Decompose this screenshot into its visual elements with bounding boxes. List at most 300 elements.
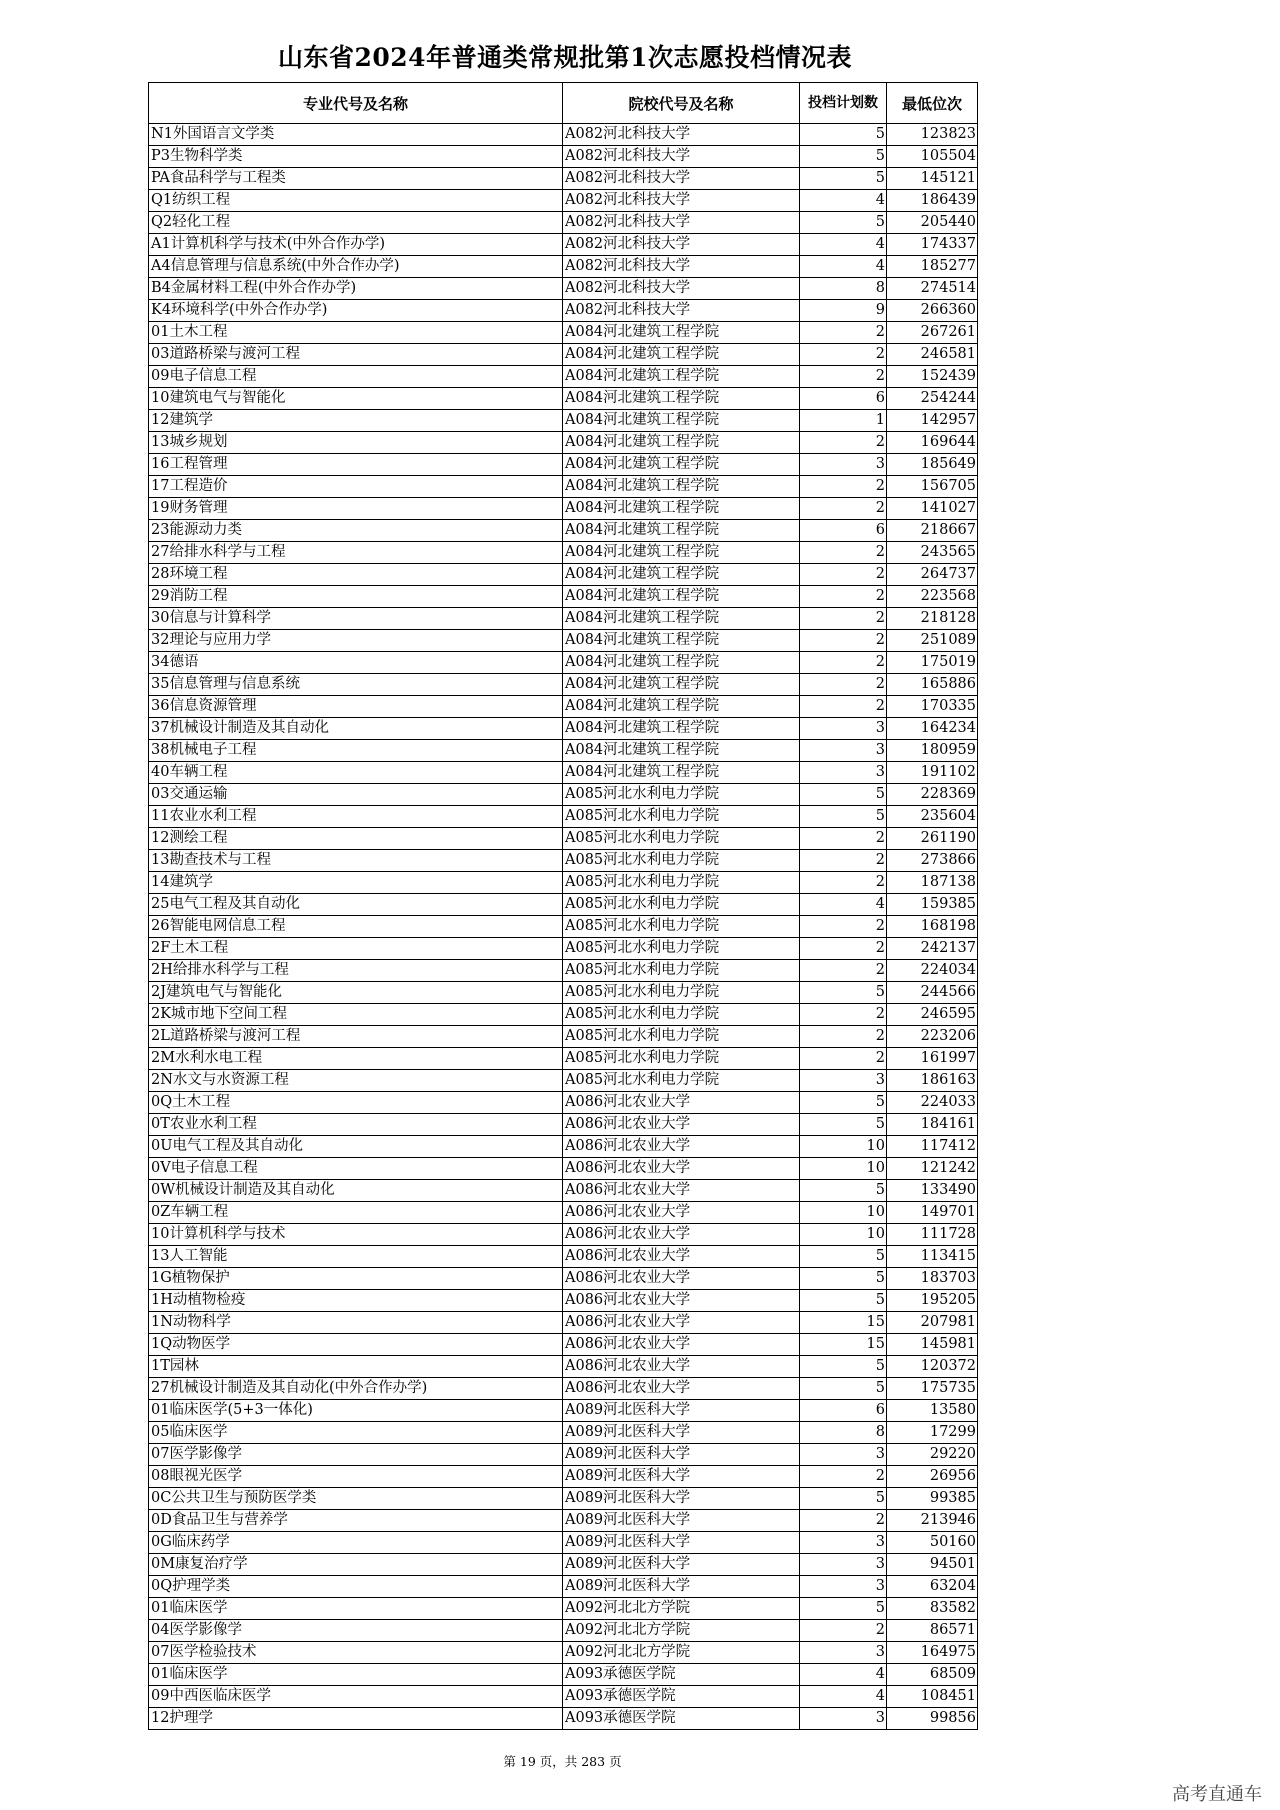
cell-major: 1G植物保护	[149, 1268, 563, 1290]
cell-plan: 5	[800, 146, 887, 168]
cell-school: A093承德医学院	[563, 1664, 800, 1686]
table-row	[149, 784, 978, 806]
cell-rank: 26956	[887, 1466, 978, 1488]
cell-school: A084河北建筑工程学院	[563, 476, 800, 498]
cell-rank: 207981	[887, 1312, 978, 1334]
cell-school: A082河北科技大学	[563, 212, 800, 234]
table-row	[149, 1466, 978, 1488]
cell-rank: 274514	[887, 278, 978, 300]
cell-school: A086河北农业大学	[563, 1246, 800, 1268]
cell-rank: 223206	[887, 1026, 978, 1048]
cell-major: A4信息管理与信息系统(中外合作办学)	[149, 256, 563, 278]
cell-school: A089河北医科大学	[563, 1554, 800, 1576]
cell-school: A089河北医科大学	[563, 1576, 800, 1598]
cell-school: A092河北北方学院	[563, 1620, 800, 1642]
cell-major: 0M康复治疗学	[149, 1554, 563, 1576]
cell-school: A084河北建筑工程学院	[563, 586, 800, 608]
cell-rank: 191102	[887, 762, 978, 784]
cell-major: 19财务管理	[149, 498, 563, 520]
cell-plan: 5	[800, 982, 887, 1004]
table-row	[149, 542, 978, 564]
header-major: 专业代号及名称	[149, 83, 563, 124]
cell-rank: 174337	[887, 234, 978, 256]
cell-plan: 10	[800, 1202, 887, 1224]
cell-rank: 273866	[887, 850, 978, 872]
cell-plan: 2	[800, 696, 887, 718]
cell-major: 16工程管理	[149, 454, 563, 476]
cell-plan: 2	[800, 828, 887, 850]
cell-rank: 187138	[887, 872, 978, 894]
cell-rank: 164234	[887, 718, 978, 740]
cell-school: A085河北水利电力学院	[563, 916, 800, 938]
cell-rank: 123823	[887, 124, 978, 146]
cell-major: 38机械电子工程	[149, 740, 563, 762]
cell-plan: 2	[800, 366, 887, 388]
table-row	[149, 366, 978, 388]
cell-school: A089河北医科大学	[563, 1400, 800, 1422]
table-row	[149, 476, 978, 498]
cell-plan: 2	[800, 564, 887, 586]
cell-major: PA食品科学与工程类	[149, 168, 563, 190]
table-row	[149, 278, 978, 300]
cell-school: A082河北科技大学	[563, 278, 800, 300]
cell-rank: 169644	[887, 432, 978, 454]
cell-major: 29消防工程	[149, 586, 563, 608]
cell-school: A085河北水利电力学院	[563, 828, 800, 850]
cell-plan: 5	[800, 1092, 887, 1114]
cell-school: A089河北医科大学	[563, 1466, 800, 1488]
cell-school: A089河北医科大学	[563, 1422, 800, 1444]
cell-school: A084河北建筑工程学院	[563, 388, 800, 410]
cell-rank: 183703	[887, 1268, 978, 1290]
cell-major: 12护理学	[149, 1708, 563, 1730]
cell-rank: 244566	[887, 982, 978, 1004]
cell-rank: 113415	[887, 1246, 978, 1268]
header-rank: 最低位次	[887, 83, 978, 124]
cell-rank: 224034	[887, 960, 978, 982]
cell-major: 0Z车辆工程	[149, 1202, 563, 1224]
cell-school: A085河北水利电力学院	[563, 938, 800, 960]
table-row	[149, 1268, 978, 1290]
table-row	[149, 1202, 978, 1224]
table-row	[149, 256, 978, 278]
cell-major: 10计算机科学与技术	[149, 1224, 563, 1246]
cell-plan: 2	[800, 1048, 887, 1070]
cell-school: A084河北建筑工程学院	[563, 322, 800, 344]
cell-plan: 2	[800, 586, 887, 608]
cell-school: A084河北建筑工程学院	[563, 520, 800, 542]
cell-major: 03交通运输	[149, 784, 563, 806]
table-row	[149, 762, 978, 784]
cell-rank: 228369	[887, 784, 978, 806]
table-row	[149, 1664, 978, 1686]
cell-plan: 2	[800, 542, 887, 564]
cell-rank: 185277	[887, 256, 978, 278]
cell-school: A086河北农业大学	[563, 1180, 800, 1202]
cell-school: A085河北水利电力学院	[563, 850, 800, 872]
cell-major: 17工程造价	[149, 476, 563, 498]
cell-plan: 4	[800, 190, 887, 212]
cell-plan: 3	[800, 1642, 887, 1664]
cell-major: 27机械设计制造及其自动化(中外合作办学)	[149, 1378, 563, 1400]
table-row	[149, 1048, 978, 1070]
table-row	[149, 1180, 978, 1202]
table-row	[149, 960, 978, 982]
table-row	[149, 410, 978, 432]
cell-major: 2F土木工程	[149, 938, 563, 960]
cell-major: 37机械设计制造及其自动化	[149, 718, 563, 740]
cell-major: 01土木工程	[149, 322, 563, 344]
cell-major: 08眼视光医学	[149, 1466, 563, 1488]
cell-school: A086河北农业大学	[563, 1312, 800, 1334]
cell-rank: 224033	[887, 1092, 978, 1114]
table-row	[149, 1708, 978, 1730]
cell-plan: 2	[800, 476, 887, 498]
table-row	[149, 1114, 978, 1136]
cell-rank: 17299	[887, 1422, 978, 1444]
cell-school: A085河北水利电力学院	[563, 872, 800, 894]
cell-school: A082河北科技大学	[563, 124, 800, 146]
cell-major: 28环境工程	[149, 564, 563, 586]
table-row	[149, 1510, 978, 1532]
cell-plan: 10	[800, 1158, 887, 1180]
cell-plan: 15	[800, 1334, 887, 1356]
table-row	[149, 520, 978, 542]
cell-rank: 63204	[887, 1576, 978, 1598]
cell-rank: 184161	[887, 1114, 978, 1136]
cell-plan: 2	[800, 850, 887, 872]
table-row	[149, 1576, 978, 1598]
table-row	[149, 674, 978, 696]
table-row	[149, 982, 978, 1004]
cell-plan: 2	[800, 1026, 887, 1048]
table-row	[149, 872, 978, 894]
cell-major: 13城乡规划	[149, 432, 563, 454]
cell-rank: 246595	[887, 1004, 978, 1026]
cell-major: 0U电气工程及其自动化	[149, 1136, 563, 1158]
cell-school: A086河北农业大学	[563, 1334, 800, 1356]
cell-school: A084河北建筑工程学院	[563, 432, 800, 454]
cell-plan: 8	[800, 1422, 887, 1444]
header-plan: 投档计划数	[800, 83, 887, 124]
cell-major: 0T农业水利工程	[149, 1114, 563, 1136]
cell-major: 2K城市地下空间工程	[149, 1004, 563, 1026]
table-row	[149, 696, 978, 718]
table-row	[149, 1224, 978, 1246]
cell-plan: 10	[800, 1224, 887, 1246]
cell-plan: 5	[800, 1378, 887, 1400]
cell-rank: 251089	[887, 630, 978, 652]
cell-major: 2J建筑电气与智能化	[149, 982, 563, 1004]
cell-major: 07医学影像学	[149, 1444, 563, 1466]
cell-major: 30信息与计算科学	[149, 608, 563, 630]
cell-plan: 2	[800, 960, 887, 982]
cell-school: A082河北科技大学	[563, 168, 800, 190]
page-title: 山东省2024年普通类常规批第1次志愿投档情况表	[278, 43, 852, 72]
cell-major: 32理论与应用力学	[149, 630, 563, 652]
table-row	[149, 344, 978, 366]
cell-school: A084河北建筑工程学院	[563, 498, 800, 520]
cell-rank: 165886	[887, 674, 978, 696]
cell-plan: 5	[800, 784, 887, 806]
cell-plan: 5	[800, 212, 887, 234]
table-row	[149, 1312, 978, 1334]
cell-plan: 2	[800, 1620, 887, 1642]
table-row	[149, 1290, 978, 1312]
cell-school: A084河北建筑工程学院	[563, 410, 800, 432]
cell-school: A082河北科技大学	[563, 234, 800, 256]
cell-plan: 2	[800, 630, 887, 652]
cell-major: 0D食品卫生与营养学	[149, 1510, 563, 1532]
cell-school: A089河北医科大学	[563, 1532, 800, 1554]
cell-major: 10建筑电气与智能化	[149, 388, 563, 410]
cell-school: A085河北水利电力学院	[563, 1070, 800, 1092]
cell-plan: 2	[800, 322, 887, 344]
table-row	[149, 850, 978, 872]
cell-rank: 170335	[887, 696, 978, 718]
cell-plan: 6	[800, 1400, 887, 1422]
cell-major: 12测绘工程	[149, 828, 563, 850]
cell-rank: 99856	[887, 1708, 978, 1730]
cell-school: A085河北水利电力学院	[563, 1004, 800, 1026]
table-row	[149, 1158, 978, 1180]
cell-plan: 6	[800, 388, 887, 410]
cell-major: 1N动物科学	[149, 1312, 563, 1334]
cell-plan: 4	[800, 1664, 887, 1686]
cell-plan: 1	[800, 410, 887, 432]
table-row	[149, 586, 978, 608]
table-row	[149, 916, 978, 938]
cell-major: K4环境科学(中外合作办学)	[149, 300, 563, 322]
table-row	[149, 1686, 978, 1708]
cell-rank: 186163	[887, 1070, 978, 1092]
cell-rank: 159385	[887, 894, 978, 916]
cell-plan: 8	[800, 278, 887, 300]
table-row	[149, 1400, 978, 1422]
cell-rank: 120372	[887, 1356, 978, 1378]
cell-rank: 83582	[887, 1598, 978, 1620]
cell-rank: 185649	[887, 454, 978, 476]
cell-major: 26智能电网信息工程	[149, 916, 563, 938]
cell-rank: 254244	[887, 388, 978, 410]
table-row	[149, 608, 978, 630]
cell-major: 0Q土木工程	[149, 1092, 563, 1114]
cell-school: A086河北农业大学	[563, 1268, 800, 1290]
cell-rank: 186439	[887, 190, 978, 212]
table-row	[149, 652, 978, 674]
cell-major: 09中西医临床医学	[149, 1686, 563, 1708]
cell-plan: 5	[800, 124, 887, 146]
cell-major: Q2轻化工程	[149, 212, 563, 234]
table-row	[149, 1422, 978, 1444]
cell-rank: 108451	[887, 1686, 978, 1708]
cell-plan: 3	[800, 718, 887, 740]
cell-rank: 133490	[887, 1180, 978, 1202]
table-row	[149, 1532, 978, 1554]
table-row	[149, 212, 978, 234]
cell-major: 05临床医学	[149, 1422, 563, 1444]
cell-rank: 94501	[887, 1554, 978, 1576]
cell-rank: 243565	[887, 542, 978, 564]
cell-plan: 4	[800, 256, 887, 278]
cell-plan: 2	[800, 608, 887, 630]
cell-school: A082河北科技大学	[563, 146, 800, 168]
cell-plan: 3	[800, 1708, 887, 1730]
table-row	[149, 454, 978, 476]
cell-plan: 2	[800, 344, 887, 366]
cell-major: 0C公共卫生与预防医学类	[149, 1488, 563, 1510]
cell-major: 04医学影像学	[149, 1620, 563, 1642]
cell-rank: 242137	[887, 938, 978, 960]
table-row	[149, 1004, 978, 1026]
table-row	[149, 1070, 978, 1092]
cell-plan: 5	[800, 1488, 887, 1510]
cell-major: 36信息资源管理	[149, 696, 563, 718]
cell-major: 27给排水科学与工程	[149, 542, 563, 564]
cell-school: A084河北建筑工程学院	[563, 608, 800, 630]
cell-school: A089河北医科大学	[563, 1510, 800, 1532]
cell-rank: 142957	[887, 410, 978, 432]
cell-major: 0Q护理学类	[149, 1576, 563, 1598]
table-row	[149, 1378, 978, 1400]
table-body	[149, 124, 978, 1730]
cell-plan: 2	[800, 674, 887, 696]
table-row	[149, 564, 978, 586]
admission-table	[148, 82, 978, 1730]
cell-rank: 149701	[887, 1202, 978, 1224]
cell-rank: 261190	[887, 828, 978, 850]
cell-school: A086河北农业大学	[563, 1356, 800, 1378]
cell-school: A084河北建筑工程学院	[563, 542, 800, 564]
table-row	[149, 828, 978, 850]
cell-plan: 2	[800, 872, 887, 894]
table-row	[149, 1136, 978, 1158]
cell-rank: 145121	[887, 168, 978, 190]
cell-major: B4金属材料工程(中外合作办学)	[149, 278, 563, 300]
cell-school: A089河北医科大学	[563, 1488, 800, 1510]
cell-major: A1计算机科学与技术(中外合作办学)	[149, 234, 563, 256]
cell-school: A084河北建筑工程学院	[563, 630, 800, 652]
cell-major: 2N水文与水资源工程	[149, 1070, 563, 1092]
cell-school: A086河北农业大学	[563, 1202, 800, 1224]
cell-major: 1H动植物检疫	[149, 1290, 563, 1312]
cell-major: 01临床医学(5+3一体化)	[149, 1400, 563, 1422]
cell-school: A084河北建筑工程学院	[563, 564, 800, 586]
cell-school: A084河北建筑工程学院	[563, 366, 800, 388]
table-row	[149, 168, 978, 190]
cell-rank: 13580	[887, 1400, 978, 1422]
table-row	[149, 322, 978, 344]
table-row	[149, 1356, 978, 1378]
cell-rank: 175019	[887, 652, 978, 674]
cell-school: A092河北北方学院	[563, 1642, 800, 1664]
cell-major: 07医学检验技术	[149, 1642, 563, 1664]
cell-major: 09电子信息工程	[149, 366, 563, 388]
table-row	[149, 1334, 978, 1356]
cell-plan: 2	[800, 916, 887, 938]
table-row	[149, 190, 978, 212]
cell-school: A086河北农业大学	[563, 1290, 800, 1312]
cell-plan: 2	[800, 432, 887, 454]
table-row	[149, 498, 978, 520]
cell-rank: 205440	[887, 212, 978, 234]
cell-school: A085河北水利电力学院	[563, 1048, 800, 1070]
cell-plan: 4	[800, 234, 887, 256]
cell-major: 2H给排水科学与工程	[149, 960, 563, 982]
cell-major: 03道路桥梁与渡河工程	[149, 344, 563, 366]
table-header-row	[149, 83, 978, 124]
cell-rank: 121242	[887, 1158, 978, 1180]
cell-rank: 267261	[887, 322, 978, 344]
table-row	[149, 740, 978, 762]
cell-plan: 5	[800, 168, 887, 190]
cell-school: A084河北建筑工程学院	[563, 762, 800, 784]
cell-school: A092河北北方学院	[563, 1598, 800, 1620]
cell-major: 0W机械设计制造及其自动化	[149, 1180, 563, 1202]
table-row	[149, 432, 978, 454]
cell-plan: 3	[800, 762, 887, 784]
table-row	[149, 718, 978, 740]
cell-school: A085河北水利电力学院	[563, 806, 800, 828]
cell-major: 11农业水利工程	[149, 806, 563, 828]
admission-table-wrapper	[148, 82, 978, 1730]
table-row	[149, 806, 978, 828]
cell-major: 2L道路桥梁与渡河工程	[149, 1026, 563, 1048]
table-row	[149, 1246, 978, 1268]
cell-major: 12建筑学	[149, 410, 563, 432]
cell-plan: 4	[800, 1686, 887, 1708]
cell-rank: 117412	[887, 1136, 978, 1158]
cell-major: 13人工智能	[149, 1246, 563, 1268]
cell-rank: 195205	[887, 1290, 978, 1312]
cell-plan: 9	[800, 300, 887, 322]
watermark: 高考直通车	[1172, 1784, 1262, 1805]
cell-major: Q1纺织工程	[149, 190, 563, 212]
cell-major: 1T园林	[149, 1356, 563, 1378]
cell-school: A085河北水利电力学院	[563, 894, 800, 916]
cell-plan: 5	[800, 1246, 887, 1268]
cell-rank: 218667	[887, 520, 978, 542]
cell-plan: 5	[800, 1180, 887, 1202]
cell-plan: 5	[800, 1598, 887, 1620]
cell-school: A084河北建筑工程学院	[563, 740, 800, 762]
cell-major: 01临床医学	[149, 1598, 563, 1620]
cell-rank: 152439	[887, 366, 978, 388]
cell-major: 2M水利水电工程	[149, 1048, 563, 1070]
header-school: 院校代号及名称	[563, 83, 800, 124]
cell-school: A084河北建筑工程学院	[563, 454, 800, 476]
cell-school: A086河北农业大学	[563, 1158, 800, 1180]
cell-major: 14建筑学	[149, 872, 563, 894]
table-row	[149, 388, 978, 410]
table-row	[149, 1488, 978, 1510]
cell-plan: 3	[800, 454, 887, 476]
cell-school: A093承德医学院	[563, 1686, 800, 1708]
cell-rank: 156705	[887, 476, 978, 498]
cell-school: A086河北农业大学	[563, 1136, 800, 1158]
table-row	[149, 300, 978, 322]
cell-school: A084河北建筑工程学院	[563, 696, 800, 718]
page-footer: 第 19 页，共 283 页	[503, 1754, 622, 1769]
cell-school: A082河北科技大学	[563, 190, 800, 212]
cell-plan: 3	[800, 1444, 887, 1466]
cell-major: 23能源动力类	[149, 520, 563, 542]
cell-plan: 5	[800, 806, 887, 828]
cell-major: 0G临床药学	[149, 1532, 563, 1554]
cell-major: 35信息管理与信息系统	[149, 674, 563, 696]
cell-school: A082河北科技大学	[563, 256, 800, 278]
cell-rank: 86571	[887, 1620, 978, 1642]
